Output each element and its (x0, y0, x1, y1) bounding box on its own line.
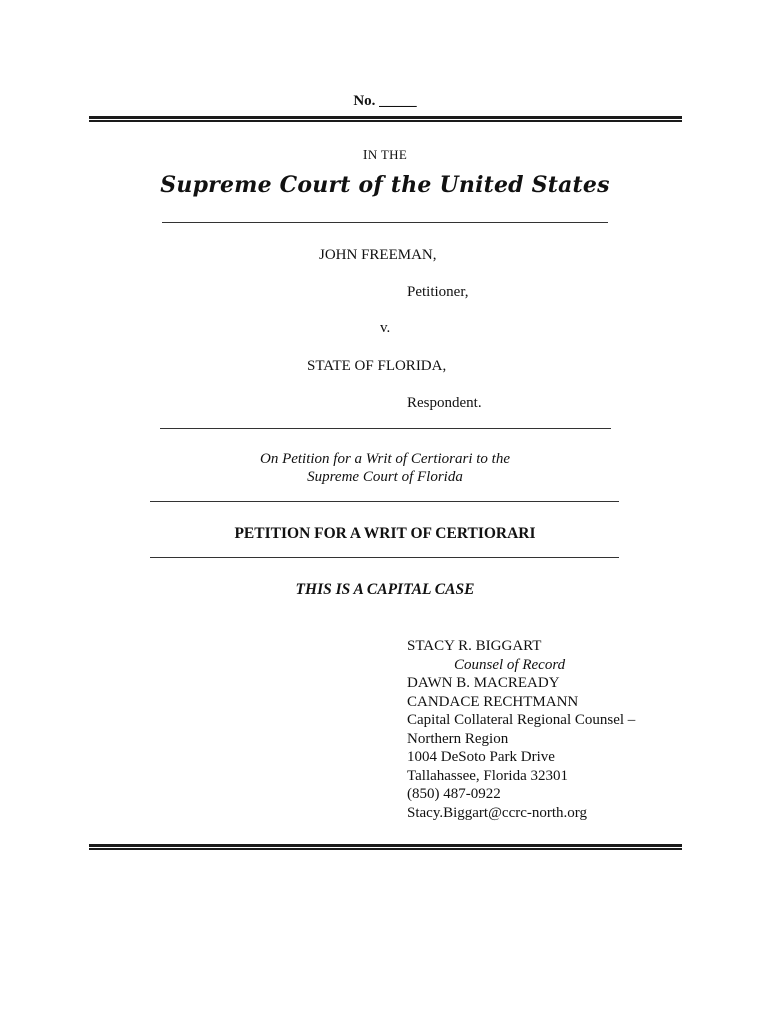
respondent-role: Respondent. (407, 395, 482, 411)
counsel-block (407, 637, 635, 822)
docket-number: No. _____ (353, 93, 417, 109)
in-the-initial: I (362, 148, 368, 163)
in-the-label (0, 147, 770, 164)
office-name: Capital Collateral Regional Counsel – (407, 712, 636, 728)
petitioner-name: JOHN FREEMAN, (319, 247, 437, 263)
petitioner-role: Petitioner, (407, 284, 469, 300)
city-state-zip: Tallahassee, Florida 32301 (407, 767, 568, 784)
email-address: Stacy.Biggart@ccrc-north.org (407, 804, 588, 821)
double-rule-bottom (89, 844, 682, 850)
petition-subtitle-line-1: On Petition for a Writ of Certiorari to the (259, 451, 510, 467)
divider-rule (162, 222, 608, 223)
street-address: 1004 DeSoto Park Drive (407, 749, 555, 765)
double-rule-top (89, 116, 682, 122)
office-region: Northern Region (407, 730, 509, 747)
versus-label: v. (380, 320, 391, 336)
document-title: PETITION FOR A WRIT OF CERTIORARI (234, 525, 536, 542)
court-name: Supreme Court of the United States (160, 172, 610, 198)
attorney-name: DAWN B. MACREADY (407, 675, 560, 691)
in-the-small-caps: N THE (367, 147, 408, 162)
lead-counsel-role: Counsel of Record (454, 656, 566, 673)
capital-case-notice: THIS IS A CAPITAL CASE (295, 581, 475, 598)
attorney-name: CANDACE RECHTMANN (407, 693, 579, 710)
lead-counsel-name: STACY R. BIGGART (407, 638, 542, 654)
divider-rule (160, 428, 611, 429)
phone-number: (850) 487-0922 (407, 786, 501, 802)
divider-rule (150, 501, 619, 502)
petition-subtitle-line-2: Supreme Court of Florida (307, 469, 463, 485)
divider-rule (150, 557, 619, 558)
respondent-name: STATE OF FLORIDA, (307, 358, 447, 374)
